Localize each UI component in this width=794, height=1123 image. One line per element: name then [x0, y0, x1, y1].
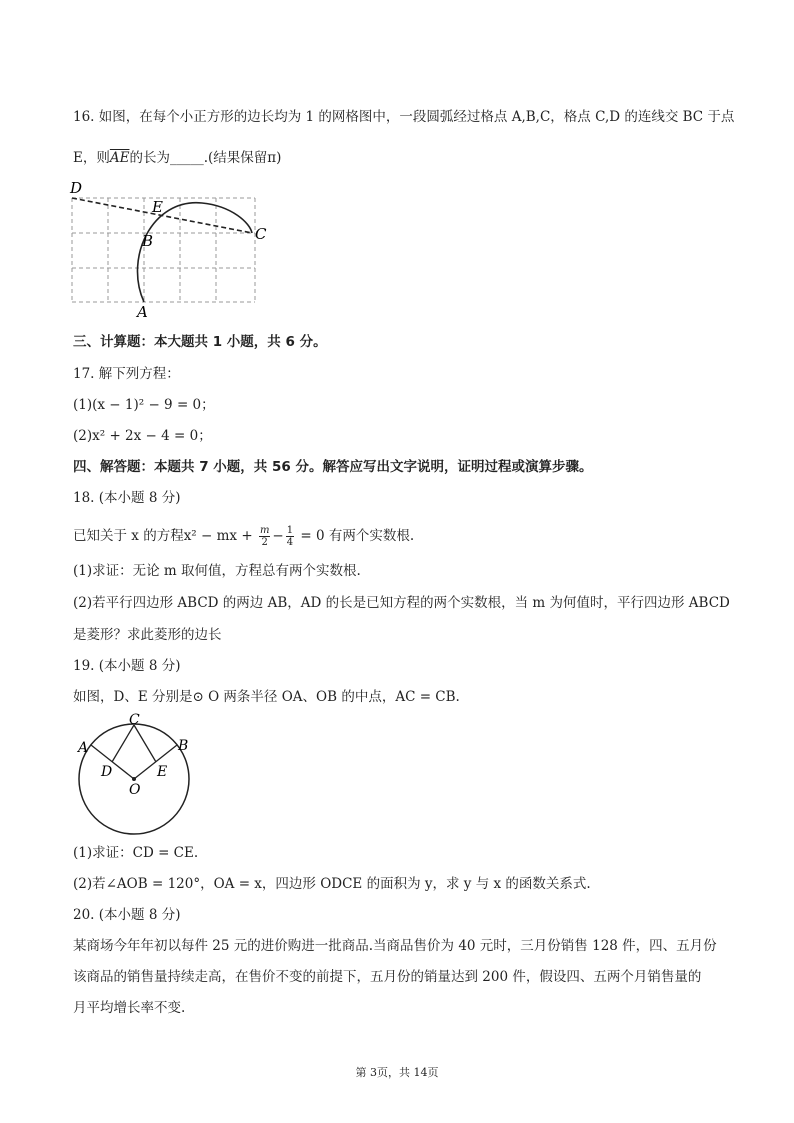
q16-line2-start: E，则	[73, 150, 110, 166]
q18-part1: (1)求证：无论 m 取何值，方程总有两个实数根.	[73, 563, 361, 579]
page-footer: 第 3页，共 14页	[355, 1066, 439, 1079]
q18-part2-line1: (2)若平行四边形 ABCD 的两边 AB，AD 的长是已知方程的两个实数根，当 m 为何值时，平行四边形 ABCD	[73, 595, 730, 611]
minus-sign: −	[272, 528, 284, 544]
q17-part2: (2)x² + 2x − 4 = 0；	[73, 428, 212, 444]
q18-stem-start: 已知关于 x 的方程x² − mx +	[73, 528, 253, 544]
arc-abc	[137, 203, 252, 302]
q16-line2	[73, 149, 281, 167]
label-e: E	[152, 198, 163, 216]
q20-line1: 某商场今年年初以每件 25 元的进价购进一批商品.当商品售价为 40 元时，三月份销售 128 件，四、五月份	[73, 938, 717, 954]
fraction-1-over-4: $\frac{1}{4}$	[286, 525, 294, 548]
arc-ae: $\overline{AE}$	[109, 150, 130, 166]
q19-circle-figure	[70, 712, 210, 837]
q19-part2: (2)若∠AOB = 120°，OA = x，四边形 ODCE 的面积为 y，求 y 与 x 的函数关系式.	[73, 876, 591, 892]
label-b: B	[142, 232, 154, 250]
label-a: A	[137, 303, 148, 318]
fraction-m-over-2: $\frac{m}{2}$	[259, 525, 270, 548]
q18-stem	[73, 525, 414, 548]
q19-part1: (1)求证：CD = CE.	[73, 845, 199, 861]
label-e: E	[157, 764, 168, 780]
q18-title: 18. (本小题 8 分)	[73, 490, 181, 506]
label-b: B	[178, 738, 189, 754]
label-d: D	[70, 179, 83, 197]
q17-part1: (1)(x − 1)² − 9 = 0；	[73, 397, 215, 413]
section-4-heading: 四、解答题：本题共 7 小题，共 56 分。解答应写出文字说明，证明过程或演算步骤。	[73, 459, 593, 475]
q18-stem-end: = 0 有两个实数根.	[300, 528, 415, 544]
q20-title: 20. (本小题 8 分)	[73, 907, 181, 923]
q19-stem: 如图，D、E 分别是⊙ O 两条半径 OA、OB 的中点，AC = CB.	[73, 689, 460, 705]
label-o: O	[129, 782, 141, 798]
label-c: C	[129, 712, 140, 728]
q19-title: 19. (本小题 8 分)	[73, 658, 181, 674]
q17-title: 17. 解下列方程：	[73, 366, 180, 382]
label-c: C	[255, 225, 267, 243]
section-3-heading: 三、计算题：本大题共 1 小题，共 6 分。	[73, 334, 327, 350]
q20-line2: 该商品的销售量持续走高，在售价不变的前提下，五月份的销量达到 200 件，假设四、五两个月销售量的	[73, 969, 702, 985]
q16-line1: 16. 如图，在每个小正方形的边长均为 1 的网格图中，一段圆弧经过格点 A,B,C，格点 C,D 的连线交 BC 于点	[73, 109, 735, 125]
q20-line3: 月平均增长率不变.	[73, 1000, 186, 1016]
q18-part2-line2: 是菱形？求此菱形的边长	[73, 627, 222, 643]
q16-line2-end: 的长为_____.(结果保留π)	[129, 150, 282, 166]
label-d: D	[101, 764, 113, 780]
label-a: A	[78, 740, 89, 756]
q16-grid-figure	[62, 178, 282, 318]
